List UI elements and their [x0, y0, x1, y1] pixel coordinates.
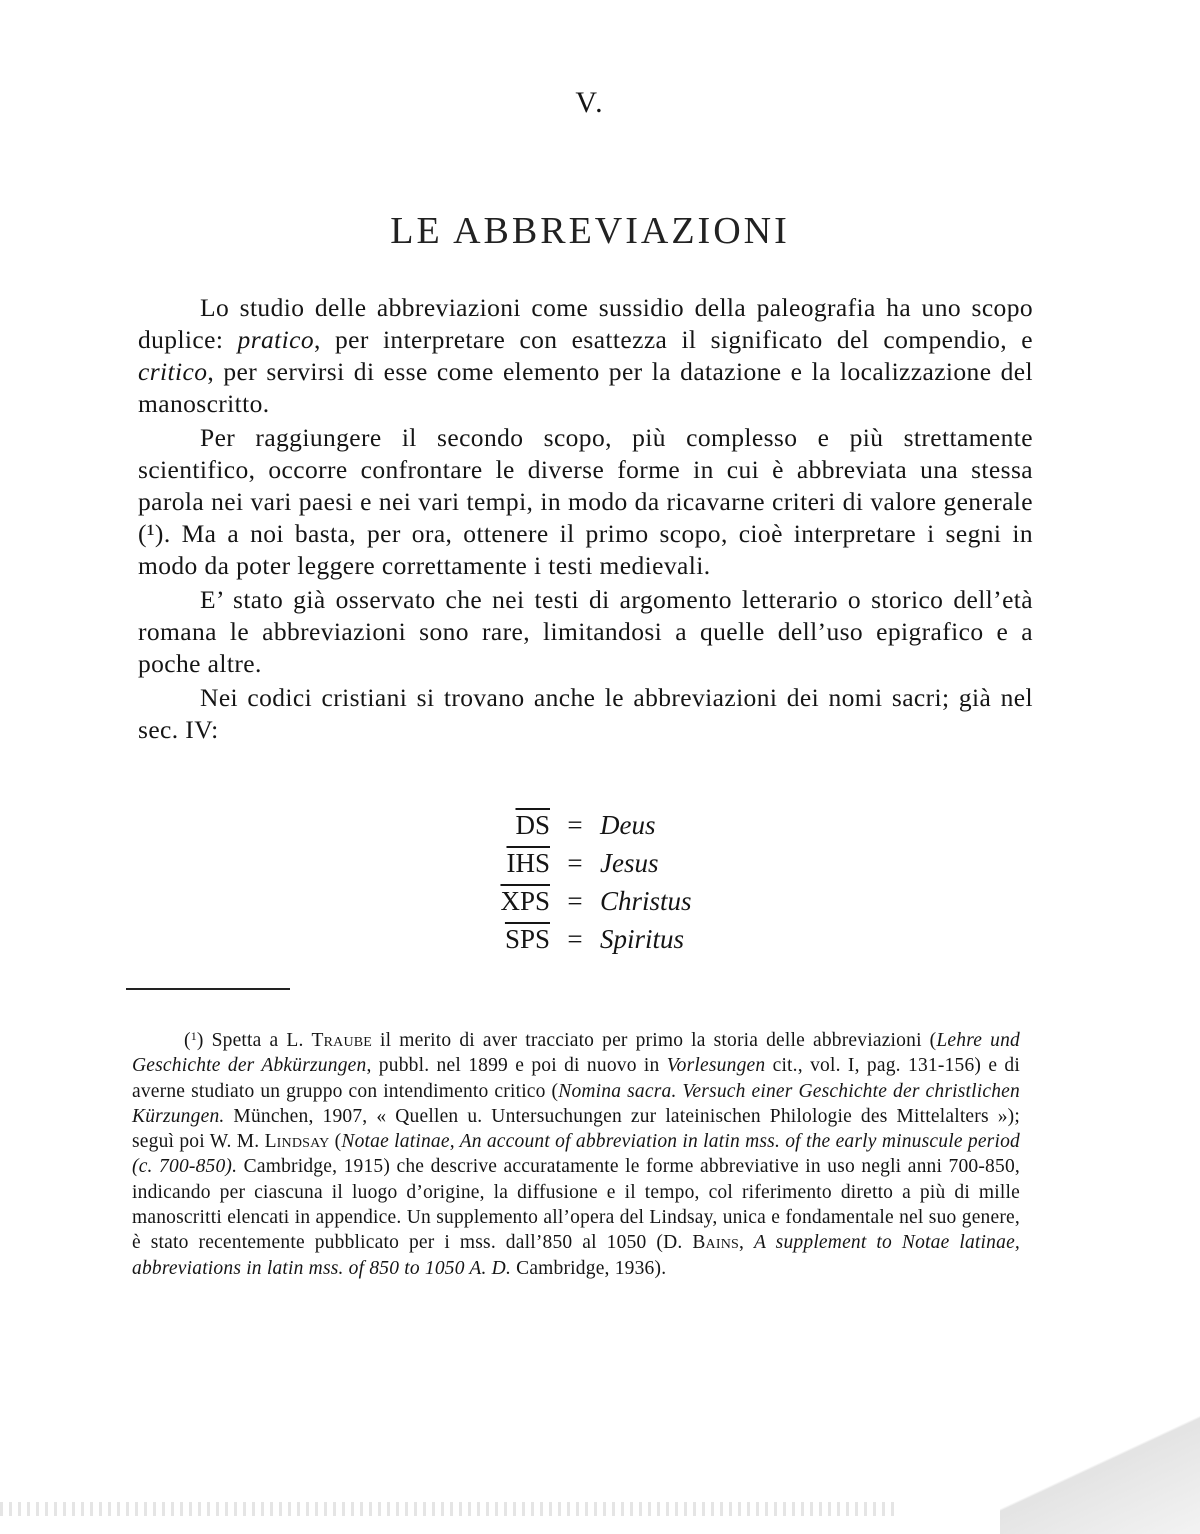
sacred-names-list — [470, 810, 830, 962]
sacred-name-row — [470, 810, 830, 848]
fn-text-4: cit., vol. I, pag. 131-156) e di averne studiato un gruppo con intendimento critico ( — [132, 1055, 1021, 1102]
fn-text-9: Cambridge, 1936). — [511, 1257, 667, 1279]
fn-title-lehre: Lehre und Geschichte der Abkürzungen — [132, 1030, 1020, 1077]
chapter-title: LE ABBREVIAZIONI — [390, 210, 790, 253]
footnote-separator-rule — [126, 988, 290, 990]
sacred-name-row — [470, 886, 830, 924]
paragraph-4: Nei codici cristiani si trovano anche le abbreviazioni dei nomi sacri; già nel sec. IV: — [138, 683, 1033, 744]
sacred-abbreviation: $\overline{DS}$ — [515, 810, 550, 840]
paragraph-3: E’ stato già osservato che nei testi di argomento letterario o storico dell’età romana le abbreviazioni sono rare, limitandosi a quelle dell’uso epigrafico e a poche altre. — [138, 585, 1033, 678]
fn-title-supplement: A supplement to Notae latinae, abbreviations in latin mss. of 850 to 1050 A. D. — [132, 1232, 1020, 1279]
author-lindsay: Lindsay — [264, 1131, 330, 1153]
sacred-abbreviation: $\overline{IHS}$ — [506, 848, 550, 878]
fn-title-vorlesungen: Vorlesungen — [666, 1055, 766, 1077]
fn-text-7: Cambridge, 1915) che descrive accuratamente le forme abbreviative in uso negli anni 700-850, indicando per ciascuna il luogo d’origine, la diffusione e il tempo, col riferimento diretto a più di mille manoscritti elencati in appendice. Un supplemento all’opera del Lindsay, unica e fondamentale nel suo genere, è stato recentemente pubblicato per i mss. dall’850 al 1050 (D. — [132, 1156, 1020, 1254]
equals-sign: = — [567, 886, 583, 916]
sacred-word: Deus — [600, 810, 656, 840]
fn-text-1: ) Spetta a L. — [196, 1030, 312, 1051]
fn-title-nomina-sacra: Nomina sacra. Versuch einer Geschichte der christlichen Kürzungen. — [132, 1080, 1020, 1127]
fn-text-2: il merito di aver tracciato per primo la storia delle abbreviazioni ( — [372, 1030, 937, 1051]
equals-sign: = — [567, 924, 583, 954]
sacred-name-row — [470, 848, 830, 886]
p1-text-1: Lo studio delle abbreviazioni come sussidio della paleografia ha uno scopo duplice: — [138, 293, 1033, 354]
fn-title-notae-latinae: Notae latinae, An account of abbreviation in latin mss. of the early minuscule period (c. 700-850). — [132, 1131, 1020, 1178]
author-traube: Traube — [311, 1030, 373, 1051]
sacred-name-row — [470, 924, 830, 962]
p2-text-1: Per raggiungere il secondo scopo, più complesso e più strettamente scientifico, occorre confrontare le diverse forme in cui è abbreviata una stessa parola nei vari paesi e nei vari tempi, in modo da ricavarne criteri di valore generale — [138, 423, 1033, 516]
sacred-abbreviation: $\overline{XPS}$ — [500, 886, 550, 916]
p1-text-3: , per servirsi di esse come elemento per la datazione e la localizzazione del manoscritto. — [138, 357, 1033, 418]
p1-italic-pratico: pratico — [237, 325, 315, 354]
sacred-word: Spiritus — [600, 924, 685, 954]
sacred-abbreviation: $\overline{SPS}$ — [504, 924, 550, 954]
footnote-reference[interactable]: (¹) — [138, 519, 164, 548]
sacred-word: Christus — [600, 886, 692, 916]
p2-text-2: . Ma a noi basta, per ora, ottenere il primo scopo, cioè interpretare i segni in modo da poter leggere correttamente i testi medievali. — [138, 519, 1033, 580]
p1-text-2: , per interpretare con esattezza il significato del compendio, e — [314, 325, 1033, 354]
paragraph-2 — [138, 422, 1033, 582]
fn-text-3: , pubbl. nel 1899 e poi di nuovo in — [366, 1055, 667, 1077]
fn-text-6: ( — [329, 1131, 342, 1153]
scan-noise-strip — [0, 1502, 900, 1516]
author-bains: Bains — [692, 1232, 740, 1254]
sacred-word: Jesus — [600, 848, 659, 878]
equals-sign: = — [567, 848, 583, 878]
equals-sign: = — [567, 810, 583, 840]
fn-text-5: München, 1907, « Quellen u. Untersuchungen zur lateinischen Philologie des Mittelalters »); seguì poi W. M. — [132, 1105, 1020, 1153]
paragraph-1 — [138, 292, 1033, 420]
p1-italic-critico: critico — [138, 357, 208, 386]
scan-page-corner-shadow — [1000, 1364, 1200, 1534]
fn-text-8: , — [739, 1232, 755, 1254]
chapter-number: V. — [575, 86, 605, 119]
footnote: ($^1$) Spetta a L. Traube il merito di aver tracciato per primo la storia delle abbreviazioni (Lehre und Geschichte der Abkürzungen, pubbl. nel 1899 e poi di nuovo in Vorlesungen cit., vol. I, pag. 131-156) e di averne studiato un gruppo con intendimento critico (Nomina sacra. Versuch einer Geschichte der christlichen Kürzungen. München, 1907, « Quellen u. Untersuchungen zur lateinischen Philologie des Mittelalters »); seguì poi W. M. Lindsay (Notae latinae, An account of abbreviation in latin mss. of the early minuscule period (c. 700-850). Cambridge, 1915) che descrive accuratamente le forme abbreviative in uso negli anni 700-850, indicando per ciascuna il luogo d’origine, la diffusione e il tempo, col riferimento diretto a più di mille manoscritti elencati in appendice. Un supplemento all’opera del Lindsay, unica e fondamentale nel suo genere, è stato recentemente pubblicato per i mss. dall’850 al 1050 (D. Bains, A supplement to Notae latinae, abbreviations in latin mss. of 850 to 1050 A. D. Cambridge, 1936). — [132, 1029, 1021, 1279]
footnote-mark: 1 — [190, 1029, 197, 1043]
body-text — [138, 292, 1033, 748]
